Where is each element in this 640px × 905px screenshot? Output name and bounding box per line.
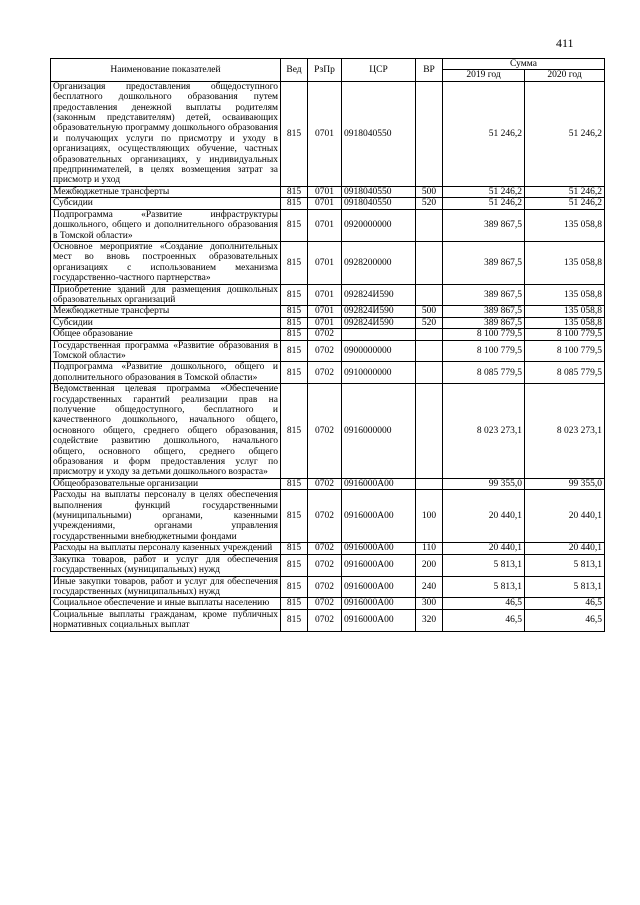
row-sum-2020: 135 058,8 <box>525 209 605 241</box>
row-rzpr: 0702 <box>308 554 342 576</box>
row-vr <box>416 284 443 306</box>
budget-table <box>50 58 605 632</box>
row-ved: 815 <box>281 576 308 598</box>
row-ved: 815 <box>281 306 308 317</box>
row-vr <box>416 81 443 186</box>
row-csr: 0928200000 <box>342 241 416 284</box>
table-row <box>51 329 605 340</box>
table-row <box>51 317 605 328</box>
table-row <box>51 241 605 284</box>
row-ved: 815 <box>281 554 308 576</box>
row-csr: 0900000000 <box>342 340 416 362</box>
row-sum-2020: 46,5 <box>525 598 605 609</box>
row-vr: 240 <box>416 576 443 598</box>
row-sum-2019: 389 867,5 <box>443 284 525 306</box>
row-rzpr: 0701 <box>308 81 342 186</box>
row-ved: 815 <box>281 490 308 543</box>
row-vr: 320 <box>416 609 443 631</box>
row-ved: 815 <box>281 284 308 306</box>
row-vr <box>416 209 443 241</box>
row-sum-2020: 135 058,8 <box>525 241 605 284</box>
row-sum-2019: 99 355,0 <box>443 478 525 489</box>
table-row <box>51 186 605 197</box>
row-rzpr: 0701 <box>308 198 342 209</box>
row-ved: 815 <box>281 609 308 631</box>
row-name: Субсидии <box>51 198 281 209</box>
row-rzpr: 0701 <box>308 284 342 306</box>
row-sum-2019: 20 440,1 <box>443 543 525 554</box>
row-name: Государственная программа «Развитие образования в Томской области» <box>51 340 281 362</box>
header-sum: Сумма <box>443 59 605 70</box>
table-row <box>51 543 605 554</box>
row-ved: 815 <box>281 186 308 197</box>
row-sum-2020: 135 058,8 <box>525 306 605 317</box>
header-2020: 2020 год <box>525 70 605 81</box>
row-sum-2019: 389 867,5 <box>443 241 525 284</box>
row-ved: 815 <box>281 543 308 554</box>
row-csr <box>342 329 416 340</box>
header-2019: 2019 год <box>443 70 525 81</box>
header-ved: Вед <box>281 59 308 82</box>
row-rzpr: 0702 <box>308 362 342 384</box>
table-row <box>51 609 605 631</box>
row-csr: 0916000А00 <box>342 598 416 609</box>
row-ved: 815 <box>281 81 308 186</box>
table-row <box>51 384 605 479</box>
row-rzpr: 0702 <box>308 329 342 340</box>
row-name: Основное мероприятие «Создание дополнительных мест во вновь построенных образовательных организациях с использованием механизма государственно-частного партнерства» <box>51 241 281 284</box>
row-csr: 0916000А00 <box>342 543 416 554</box>
row-sum-2019: 51 246,2 <box>443 186 525 197</box>
row-vr: 300 <box>416 598 443 609</box>
row-rzpr: 0702 <box>308 478 342 489</box>
row-ved: 815 <box>281 340 308 362</box>
row-name: Межбюджетные трансферты <box>51 186 281 197</box>
row-ved: 815 <box>281 241 308 284</box>
row-sum-2019: 51 246,2 <box>443 81 525 186</box>
row-sum-2020: 51 246,2 <box>525 81 605 186</box>
header-csr: ЦСР <box>342 59 416 82</box>
row-rzpr: 0701 <box>308 209 342 241</box>
row-ved: 815 <box>281 478 308 489</box>
row-ved: 815 <box>281 362 308 384</box>
page-number: 411 <box>556 36 574 50</box>
row-vr <box>416 362 443 384</box>
row-ved: 815 <box>281 384 308 479</box>
table-row <box>51 284 605 306</box>
row-csr: 0916000А00 <box>342 490 416 543</box>
row-rzpr: 0701 <box>308 317 342 328</box>
row-ved: 815 <box>281 198 308 209</box>
table-row <box>51 478 605 489</box>
row-vr: 520 <box>416 198 443 209</box>
row-rzpr: 0701 <box>308 186 342 197</box>
table-row <box>51 598 605 609</box>
row-sum-2019: 46,5 <box>443 598 525 609</box>
row-name: Организация предоставления общедоступного бесплатного дошкольного образования путем предоставления денежной выплаты родителям (законным представителям) детей, осваивающих образовательную программу дошкольного образования и получающих услуги по присмотру и уходу в организациях, осуществляющих обучение, частных образовательных организациях, у индивидуальных предпринимателей, в целях возмещения затрат за присмотр и уход <box>51 81 281 186</box>
row-vr: 520 <box>416 317 443 328</box>
row-name: Иные закупки товаров, работ и услуг для обеспечения государственных (муниципальных) нужд <box>51 576 281 598</box>
row-name: Закупка товаров, работ и услуг для обеспечения государственных (муниципальных) нужд <box>51 554 281 576</box>
table-row <box>51 209 605 241</box>
row-sum-2020: 135 058,8 <box>525 284 605 306</box>
row-name: Расходы на выплаты персоналу казенных учреждений <box>51 543 281 554</box>
row-vr: 110 <box>416 543 443 554</box>
row-sum-2019: 5 813,1 <box>443 576 525 598</box>
row-name: Межбюджетные трансферты <box>51 306 281 317</box>
row-sum-2020: 20 440,1 <box>525 543 605 554</box>
row-csr: 0916000А00 <box>342 609 416 631</box>
row-sum-2020: 51 246,2 <box>525 198 605 209</box>
row-vr <box>416 329 443 340</box>
row-csr: 0916000А00 <box>342 554 416 576</box>
row-name: Социальные выплаты гражданам, кроме публичных нормативных социальных выплат <box>51 609 281 631</box>
table-row <box>51 306 605 317</box>
row-rzpr: 0702 <box>308 609 342 631</box>
row-ved: 815 <box>281 329 308 340</box>
row-csr: 0918040550 <box>342 186 416 197</box>
row-name: Подпрограмма «Развитие инфраструктуры дошкольного, общего и дополнительного образования в Томской области» <box>51 209 281 241</box>
row-sum-2020: 5 813,1 <box>525 554 605 576</box>
row-sum-2020: 8 085 779,5 <box>525 362 605 384</box>
row-sum-2019: 8 100 779,5 <box>443 329 525 340</box>
row-rzpr: 0701 <box>308 241 342 284</box>
table-row <box>51 198 605 209</box>
row-csr: 0918040550 <box>342 198 416 209</box>
table-row <box>51 576 605 598</box>
row-csr: 0916000000 <box>342 384 416 479</box>
row-vr: 100 <box>416 490 443 543</box>
row-rzpr: 0702 <box>308 340 342 362</box>
row-vr: 200 <box>416 554 443 576</box>
row-rzpr: 0702 <box>308 490 342 543</box>
row-sum-2020: 5 813,1 <box>525 576 605 598</box>
row-sum-2019: 20 440,1 <box>443 490 525 543</box>
row-name: Общее образование <box>51 329 281 340</box>
row-ved: 815 <box>281 317 308 328</box>
row-name: Общеобразовательные организации <box>51 478 281 489</box>
row-csr: 0910000000 <box>342 362 416 384</box>
row-sum-2020: 99 355,0 <box>525 478 605 489</box>
table-row <box>51 362 605 384</box>
row-rzpr: 0701 <box>308 306 342 317</box>
table-row <box>51 81 605 186</box>
row-sum-2020: 135 058,8 <box>525 317 605 328</box>
row-name: Субсидии <box>51 317 281 328</box>
row-name: Социальное обеспечение и иные выплаты населению <box>51 598 281 609</box>
row-sum-2019: 389 867,5 <box>443 317 525 328</box>
row-vr <box>416 384 443 479</box>
row-vr <box>416 340 443 362</box>
row-csr: 0916000А00 <box>342 478 416 489</box>
row-sum-2019: 8 100 779,5 <box>443 340 525 362</box>
row-name: Расходы на выплаты персоналу в целях обеспечения выполнения функций государственными (муниципальными) органами, казенными учреждениями, органами управления государственными внебюджетными фондами <box>51 490 281 543</box>
row-name: Приобретение зданий для размещения дошкольных образовательных организаций <box>51 284 281 306</box>
table-row <box>51 490 605 543</box>
row-name: Ведомственная целевая программа «Обеспечение государственных гарантий реализации прав на получение общедоступного, бесплатного и качественного дошкольного, начального общего, основного общего, среднего общего образования, содействие развитию дошкольного, начального общего, основного общего, среднего общего образования и форм предоставления услуг по присмотру и уходу за детьми дошкольного возраста» <box>51 384 281 479</box>
row-sum-2020: 51 246,2 <box>525 186 605 197</box>
row-rzpr: 0702 <box>308 384 342 479</box>
row-sum-2020: 46,5 <box>525 609 605 631</box>
header-rzpr: РзПр <box>308 59 342 82</box>
row-csr: 092824И590 <box>342 317 416 328</box>
row-sum-2019: 8 023 273,1 <box>443 384 525 479</box>
row-rzpr: 0702 <box>308 598 342 609</box>
row-sum-2020: 8 100 779,5 <box>525 340 605 362</box>
row-csr: 0916000А00 <box>342 576 416 598</box>
header-vr: ВР <box>416 59 443 82</box>
row-sum-2019: 51 246,2 <box>443 198 525 209</box>
table-row <box>51 340 605 362</box>
row-name: Подпрограмма «Развитие дошкольного, общего и дополнительного образования в Томской области» <box>51 362 281 384</box>
row-rzpr: 0702 <box>308 543 342 554</box>
row-sum-2019: 46,5 <box>443 609 525 631</box>
row-sum-2019: 389 867,5 <box>443 209 525 241</box>
row-sum-2020: 20 440,1 <box>525 490 605 543</box>
row-csr: 0918040550 <box>342 81 416 186</box>
row-vr: 500 <box>416 306 443 317</box>
table-body <box>51 81 605 631</box>
row-vr <box>416 478 443 489</box>
row-sum-2019: 5 813,1 <box>443 554 525 576</box>
row-ved: 815 <box>281 598 308 609</box>
row-ved: 815 <box>281 209 308 241</box>
table-row <box>51 554 605 576</box>
row-vr: 500 <box>416 186 443 197</box>
row-sum-2019: 8 085 779,5 <box>443 362 525 384</box>
header-name: Наименование показателей <box>51 59 281 82</box>
row-rzpr: 0702 <box>308 576 342 598</box>
row-csr: 092824И590 <box>342 284 416 306</box>
row-sum-2020: 8 023 273,1 <box>525 384 605 479</box>
row-sum-2020: 8 100 779,5 <box>525 329 605 340</box>
row-vr <box>416 241 443 284</box>
row-sum-2019: 389 867,5 <box>443 306 525 317</box>
row-csr: 092824И590 <box>342 306 416 317</box>
row-csr: 0920000000 <box>342 209 416 241</box>
